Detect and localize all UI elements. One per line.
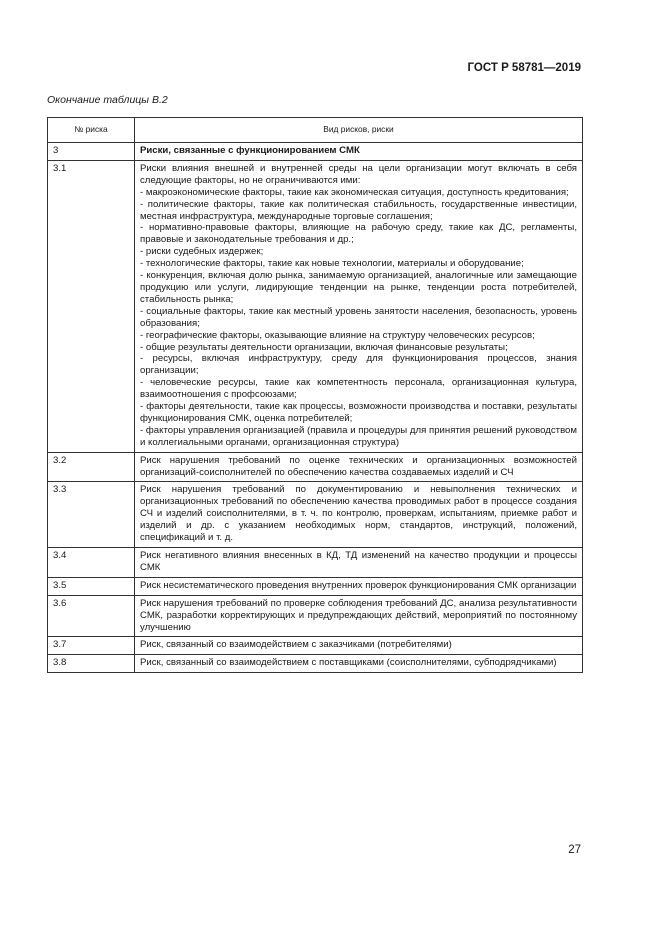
risk-description-line: Риски влияния внешней и внутренней среды на цели организации могут включать в себя следующие факторы, но не ограничиваются ими: [140,162,577,186]
risk-number: 3.4 [48,548,135,578]
table-caption: Окончание таблицы В.2 [47,94,168,106]
risk-number: 3.7 [48,637,135,655]
risk-number: 3.3 [48,482,135,548]
risk-description-line: - конкуренция, включая долю рынка, занимаемую организацией, аналогичные или замещающие продукцию или услуги, лидирующие тенденции на рынке, тенденции роста потребителей, стабильность рынка; [140,270,577,305]
risk-description [135,482,583,548]
risk-description-line: - технологические факторы, такие как новые технологии, материалы и оборудование; [140,258,524,270]
risk-description-line: - ресурсы, включая инфраструктуру, среду для функционирования процессов, знания организации; [140,353,577,377]
risk-description-line: Риск, связанный со взаимодействием с заказчиками (потребителями) [140,639,452,651]
table-row [48,637,583,655]
table-row [48,452,583,482]
table-row [48,482,583,548]
risk-description [135,655,583,673]
risk-description [135,452,583,482]
risk-number: 3.1 [48,160,135,452]
risk-description-line: Риск нарушения требований по проверке соблюдения требований ДС, анализа результативности СМК, разработки корректирующих и предупреждающих действий, мероприятий по постоянному улучшению [140,597,577,633]
risk-description-line: - нормативно-правовые факторы, влияющие на рабочую среду, такие как ДС, регламенты, правовые и законодательные требования и др.; [140,222,577,246]
risk-description [135,595,583,637]
table-row [48,655,583,673]
risk-description-line: - факторы деятельности, такие как процессы, возможности производства и поставки, результаты функционирования СМК, оценка потребителей; [140,401,577,424]
standard-code: ГОСТ Р 58781—2019 [467,62,581,74]
risk-description [135,577,583,595]
risk-number: 3.2 [48,452,135,482]
table-row [48,577,583,595]
risk-description-line: - социальные факторы, такие как местный уровень занятости населения, безопасность, уровень образования; [140,305,577,329]
page-number: 27 [568,844,581,856]
risk-description-line: - политические факторы, такие как политическая стабильность, государственные инвестиции, местная инфраструктура, международные торговые соглашения; [140,198,577,222]
risk-number: 3 [48,143,135,161]
risk-description-line: - общие результаты деятельности организации, включая финансовые результаты; [140,341,508,353]
risk-description-line: - риски судебных издержек; [140,246,264,258]
risk-description-line: - человеческие ресурсы, такие как компетентность персонала, организационная культура, взаимоотношения с профсоюзами; [140,377,577,401]
risk-description [135,548,583,578]
table-row [48,595,583,637]
risk-description-line: Риск, связанный со взаимодействием с поставщиками (соисполнителями, субподрядчиками) [140,657,557,669]
risk-description-line: Риск несистематического проведения внутренних проверок функционирования СМК организации [140,579,577,591]
risk-number: 3.6 [48,595,135,637]
table-row [48,160,583,452]
table-header-row [48,118,583,143]
risk-description-line: Риск нарушения требований по документированию и невыполнения технических и организационных требований по обеспечению качества проводимых работ в процессе создания СЧ и изделий соисполнителями, в т. ч. по контролю, проверкам, испытаниям, приемке работ и изделий и др. с указанием необходимых норм, стандартов, инструкций, положений, спецификаций и т. д. [140,484,577,544]
risk-description-line: - макроэкономические факторы, такие как экономическая ситуация, доступность кредитования; [140,186,569,198]
risk-description-line: - факторы управления организацией (правила и процедуры для принятия решений руководством и коллегиальными органами, организационная структура) [140,424,577,448]
column-header-risk-type: Вид рисков, риски [135,118,583,143]
column-header-risk-number: № риска [48,118,135,143]
risk-description-line: Риск негативного влияния внесенных в КД, ТД изменений на качество продукции и процессы СМК [140,550,577,573]
risk-group-title: Риски, связанные с функционированием СМК [140,145,360,156]
risk-description [135,143,583,161]
risk-description-line: - географические факторы, оказывающие влияние на структуру человеческих ресурсов; [140,329,535,341]
risk-description-line: Риск нарушения требований по оценке технических и организационных возможностей организаций-соисполнителей по обеспечению качества создаваемых изделий и СЧ [140,454,577,478]
table-row [48,143,583,161]
risk-number: 3.8 [48,655,135,673]
risk-table [47,117,583,673]
risk-description [135,637,583,655]
risk-description [135,160,583,452]
table-row [48,548,583,578]
risk-number: 3.5 [48,577,135,595]
